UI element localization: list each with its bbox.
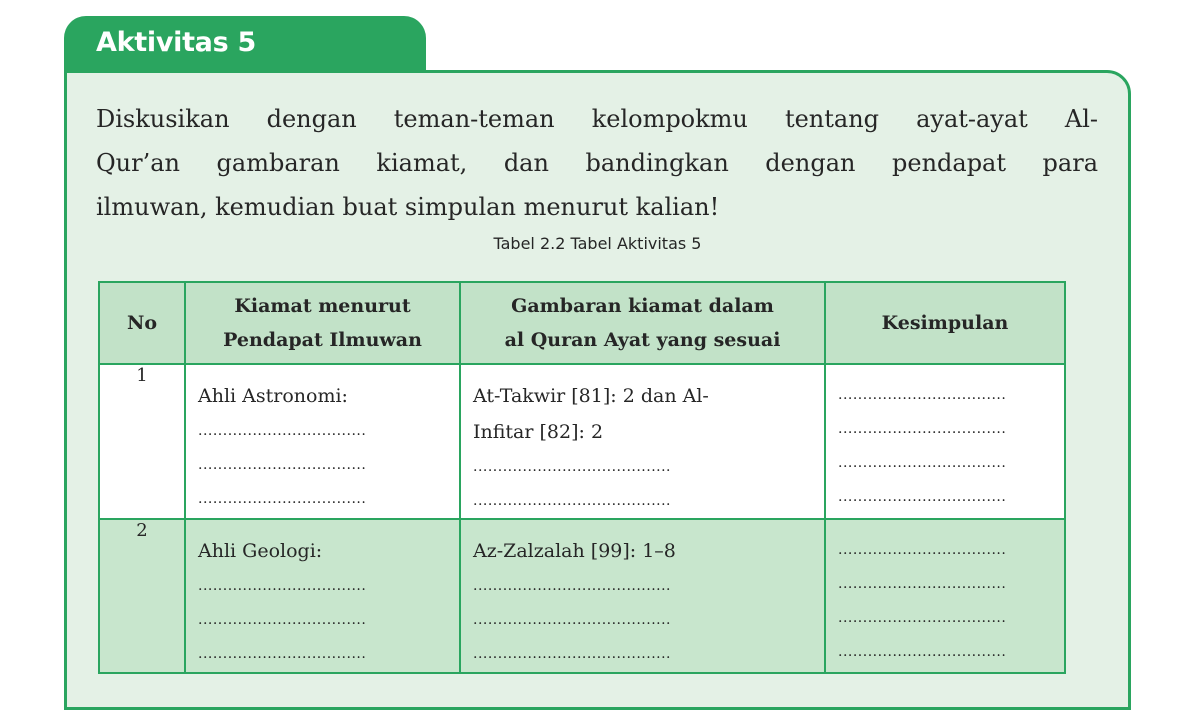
header-ilmuwan: [185, 282, 460, 364]
ayat-reference-line-1: At-Takwir [81]: 2 dan Al-: [473, 385, 709, 407]
header-ilmuwan-line-2: Pendapat Ilmuwan: [223, 329, 422, 351]
header-quran: [460, 282, 825, 364]
activity-table: [98, 281, 1066, 674]
ayat-cell[interactable]: [460, 519, 825, 673]
fill-in-line[interactable]: ........................................: [473, 612, 672, 628]
ayat-reference-line-2: Infitar [82]: 2: [473, 421, 604, 443]
ilmuwan-label: Ahli Geologi:: [198, 540, 323, 562]
table-caption: Tabel 2.2 Tabel Aktivitas 5: [493, 234, 702, 253]
ayat-cell[interactable]: [460, 364, 825, 519]
fill-in-line[interactable]: ..................................: [198, 423, 367, 439]
kesimpulan-cell[interactable]: [825, 364, 1065, 519]
header-kesimpulan: Kesimpulan: [825, 282, 1065, 364]
activity-instruction: [96, 97, 1098, 229]
fill-in-line[interactable]: ..................................: [198, 457, 367, 473]
fill-in-line[interactable]: ..................................: [198, 491, 367, 507]
ayat-reference-line-1: Az-Zalzalah [99]: 1–8: [473, 540, 676, 562]
kesimpulan-cell[interactable]: [825, 519, 1065, 673]
fill-in-line[interactable]: ........................................: [473, 493, 672, 509]
fill-in-line[interactable]: ..................................: [838, 576, 1007, 592]
fill-in-line[interactable]: ..................................: [838, 542, 1007, 558]
ilmuwan-cell[interactable]: [185, 364, 460, 519]
fill-in-line[interactable]: ..................................: [838, 644, 1007, 660]
fill-in-line[interactable]: ..................................: [838, 610, 1007, 626]
table-row: [99, 364, 1065, 519]
header-no: No: [99, 282, 185, 364]
header-ilmuwan-line-1: Kiamat menurut: [234, 295, 411, 317]
row-number: 1: [99, 364, 185, 519]
ilmuwan-label: Ahli Astronomi:: [198, 385, 348, 407]
instruction-line-2: Qur’an gambaran kiamat, dan bandingkan dengan pendapat para: [96, 149, 1098, 177]
fill-in-line[interactable]: ..................................: [838, 489, 1007, 505]
fill-in-line[interactable]: ..................................: [198, 612, 367, 628]
row-number: 2: [99, 519, 185, 673]
fill-in-line[interactable]: ..................................: [198, 646, 367, 662]
ilmuwan-cell[interactable]: [185, 519, 460, 673]
header-quran-line-2: al Quran Ayat yang sesuai: [504, 329, 781, 351]
table-row: [99, 519, 1065, 673]
fill-in-line[interactable]: ..................................: [838, 421, 1007, 437]
fill-in-line[interactable]: ..................................: [838, 455, 1007, 471]
instruction-line-1: Diskusikan dengan teman-teman kelompokmu tentang ayat-ayat Al-: [96, 105, 1098, 133]
fill-in-line[interactable]: ........................................: [473, 578, 672, 594]
instruction-line-3: ilmuwan, kemudian buat simpulan menurut kalian!: [96, 193, 720, 221]
activity-title: Aktivitas 5: [96, 27, 256, 58]
fill-in-line[interactable]: ..................................: [838, 387, 1007, 403]
header-quran-line-1: Gambaran kiamat dalam: [511, 295, 774, 317]
fill-in-line[interactable]: ..................................: [198, 578, 367, 594]
fill-in-line[interactable]: ........................................: [473, 459, 672, 475]
fill-in-line[interactable]: ........................................: [473, 646, 672, 662]
table-header-row: [99, 282, 1065, 364]
